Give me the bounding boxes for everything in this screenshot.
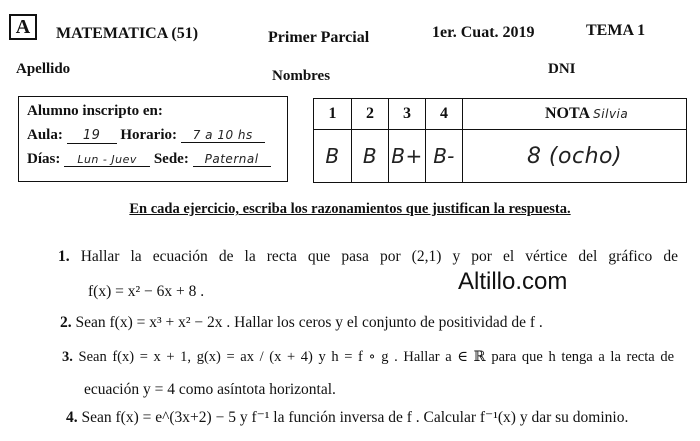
exercise-1-number: 1.	[58, 248, 70, 265]
exercise-1	[58, 249, 678, 265]
exercise-4-line1: Sean f(x) = e^(3x+2) − 5 y f⁻¹ la función inversa de f . Calcular f⁻¹(x) y dar su dominio.	[81, 409, 629, 426]
tema-letter-box: A	[9, 14, 37, 40]
tema-label: TEMA 1	[586, 22, 646, 39]
nota-signature: Silvia	[593, 107, 629, 121]
horario-value: 7 a 10 hs	[181, 128, 265, 143]
grade-header-2: 2	[352, 99, 389, 130]
horario-label: Horario:	[120, 127, 177, 143]
exercise-1-line1: Hallar la ecuación de la recta que pasa por (2,1) y por el vértice del gráfico de	[80, 248, 678, 265]
nombres-label: Nombres	[272, 68, 331, 84]
grade-value-2: B	[352, 130, 389, 183]
exercise-1-line2: f(x) = x² − 6x + 8 .	[88, 283, 205, 300]
exam-title: Primer Parcial	[268, 29, 370, 46]
exercise-4	[66, 410, 628, 426]
exercise-2-number: 2.	[60, 314, 72, 331]
dias-value: Lun - Juev	[64, 153, 150, 167]
apellido-label: Apellido	[16, 61, 71, 77]
final-grade: 8 (ocho)	[463, 130, 687, 183]
sede-label: Sede:	[153, 151, 189, 167]
period-label: 1er. Cuat. 2019	[432, 24, 535, 41]
sede-value: Paternal	[193, 152, 271, 167]
exercise-4-number: 4.	[66, 409, 78, 426]
enrollment-box	[18, 96, 288, 182]
dias-label: Días:	[27, 151, 61, 167]
exercise-2-line1: Sean f(x) = x³ + x² − 2x . Hallar los ceros y el conjunto de positividad de f .	[75, 314, 543, 331]
exercise-3-line1: Sean f(x) = x + 1, g(x) = ax / (x + 4) y h = f ∘ g . Hallar a ∈ ℝ para que h tenga a la recta de	[78, 349, 675, 365]
nota-label: NOTA	[545, 105, 590, 122]
subject-title: MATEMATICA (51)	[56, 25, 199, 42]
exercise-3-number: 3.	[62, 349, 73, 365]
grade-value-1: B	[314, 130, 352, 183]
watermark: Altillo.com	[458, 268, 568, 295]
dni-label: DNI	[548, 61, 576, 77]
grade-value-3: B+	[389, 130, 426, 183]
grade-value-4: B-	[426, 130, 463, 183]
grade-header-1: 1	[314, 99, 352, 130]
aula-label: Aula:	[27, 127, 63, 143]
exercise-3	[62, 350, 674, 365]
enrollment-title: Alumno inscripto en:	[27, 103, 163, 119]
exercise-2	[60, 315, 543, 331]
aula-value: 19	[67, 128, 117, 144]
grade-header-3: 3	[389, 99, 426, 130]
exercise-3-line2: ecuación y = 4 como asíntota horizontal.	[84, 381, 336, 398]
grade-header-4: 4	[426, 99, 463, 130]
instruction-text: En cada ejercicio, escriba los razonamientos que justifican la respuesta.	[129, 201, 571, 217]
grades-table	[313, 98, 687, 183]
nota-header	[463, 99, 687, 130]
